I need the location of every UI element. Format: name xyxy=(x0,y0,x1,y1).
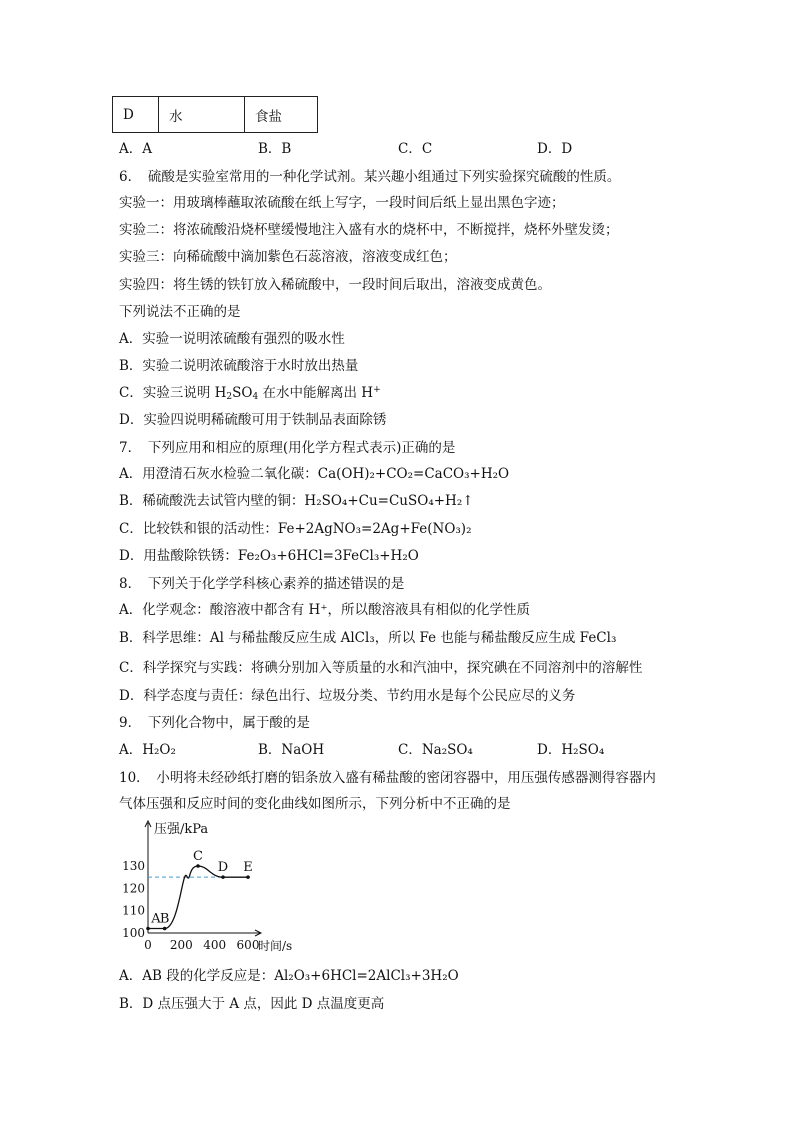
q7-option-d[interactable]: D．用盐酸除铁锈：Fe₂O₃+6HCl=3FeCl₃+H₂O xyxy=(119,548,419,564)
q7-stem: 7． 下列应用和相应的原理(用化学方程式表示)正确的是 xyxy=(119,440,456,456)
q10-option-a[interactable]: A．AB 段的化学反应是：Al₂O₃+6HCl=2AlCl₃+3H₂O xyxy=(119,968,459,984)
point-label-b: B xyxy=(159,911,170,927)
y-tick-label: 100 xyxy=(122,926,145,940)
y-tick-label: 130 xyxy=(122,859,145,873)
q6-exp1: 实验一：用玻璃棒蘸取浓硫酸在纸上写字，一段时间后纸上显出黑色字迹； xyxy=(119,195,565,211)
table-cell: D xyxy=(113,97,159,133)
option-b[interactable]: B．NaOH xyxy=(258,742,325,758)
option-a[interactable]: A．A xyxy=(119,141,152,157)
option-c[interactable]: C．C xyxy=(398,141,433,157)
point-label-d: D xyxy=(217,860,229,876)
q6-stem: 6． 硫酸是实验室常用的一种化学试剂。某兴趣小组通过下列实验探究硫酸的性质。 xyxy=(119,169,621,185)
q6-option-d[interactable]: D．实验四说明稀硫酸可用于铁制品表面除锈 xyxy=(119,412,387,428)
q6-option-c[interactable]: C．实验三说明 $H_2SO_4$ 在水中能解离出 H+ xyxy=(119,385,381,402)
x-tick-label: 600 xyxy=(236,938,260,952)
q7-option-c[interactable]: C．比较铁和银的活动性：Fe+2AgNO₃=2Ag+Fe(NO₃)₂ xyxy=(119,521,472,537)
q8-option-b[interactable]: B．科学思维：Al 与稀盐酸反应生成 AlCl₃，所以 Fe 也能与稀盐酸反应生成 FeCl₃ xyxy=(119,630,617,646)
q8-stem: 8． 下列关于化学学科核心素养的描述错误的是 xyxy=(119,576,405,592)
option-d[interactable]: D．D xyxy=(537,141,573,157)
q8-option-d[interactable]: D．科学态度与责任：绿色出行、垃圾分类、节约用水是每个公民应尽的义务 xyxy=(119,688,576,704)
data-point-b xyxy=(163,927,167,931)
data-point-d xyxy=(221,875,225,879)
y-tick-label: 110 xyxy=(122,903,145,918)
option-b[interactable]: B．B xyxy=(258,141,292,157)
q7-option-b[interactable]: B．稀硫酸洗去试管内壁的铜：H₂SO₄+Cu=CuSO₄+H₂↑ xyxy=(119,493,474,509)
table-cell: 食盐 xyxy=(245,97,318,133)
data-point-c xyxy=(196,864,200,868)
y-tick-label: 120 xyxy=(122,881,145,896)
point-label-c: C xyxy=(193,849,203,864)
q7-option-a[interactable]: A．用澄清石灰水检验二氧化碳：Ca(OH)₂+CO₂=CaCO₃+H₂O xyxy=(119,466,510,482)
q6-ask: 下列说法不正确的是 xyxy=(119,304,241,320)
q6-exp3: 实验三：向稀硫酸中滴加紫色石蕊溶液，溶液变成红色； xyxy=(119,249,457,265)
x-tick-label: 0 xyxy=(144,938,152,952)
option-a[interactable]: A．H₂O₂ xyxy=(119,742,176,758)
q10-stem-line2: 气体压强和反应时间的变化曲线如图所示，下列分析中不正确的是 xyxy=(119,796,511,812)
option-d[interactable]: D．H₂SO₄ xyxy=(537,742,605,758)
table-row xyxy=(113,97,318,133)
point-label-a: A xyxy=(151,911,161,927)
pressure-time-chart xyxy=(118,815,293,957)
q6-exp2: 实验二：将浓硫酸沿烧杯壁缓慢地注入盛有水的烧杯中，不断搅拌，烧杯外壁发烫； xyxy=(119,222,619,238)
q6-option-a[interactable]: A．实验一说明浓硫酸有强烈的吸水性 xyxy=(119,331,345,347)
data-point-e xyxy=(246,875,250,879)
q10-stem-line1: 10． 小明将未经砂纸打磨的铝条放入盛有稀盐酸的密闭容器中，用压强传感器测得容器内 xyxy=(119,770,656,786)
x-tick-label: 200 xyxy=(169,938,193,952)
q8-option-c[interactable]: C．科学探究与实践：将碘分别加入等质量的水和汽油中，探究碘在不同溶剂中的溶解性 xyxy=(119,660,643,676)
option-c[interactable]: C．Na₂SO₄ xyxy=(398,742,473,758)
y-axis-label: 压强/kPa xyxy=(154,822,209,837)
q6-option-b[interactable]: B．实验二说明浓硫酸溶于水时放出热量 xyxy=(119,358,359,374)
q9-stem: 9． 下列化合物中，属于酸的是 xyxy=(119,715,310,731)
q6-exp4: 实验四：将生锈的铁钉放入稀硫酸中，一段时间后取出，溶液变成黄色。 xyxy=(119,277,551,293)
data-point-a xyxy=(146,927,150,931)
x-tick-label: 400 xyxy=(203,938,227,952)
point-label-e: E xyxy=(243,860,253,876)
x-axis-label: 时间/s xyxy=(258,939,293,953)
q10-option-b[interactable]: B．D 点压强大于 A 点，因此 D 点温度更高 xyxy=(119,996,385,1012)
q8-option-a[interactable]: A．化学观念：酸溶液中都含有 H⁺，所以酸溶液具有相似的化学性质 xyxy=(119,602,530,618)
answer-table xyxy=(112,96,318,133)
table-cell: 水 xyxy=(159,97,245,133)
